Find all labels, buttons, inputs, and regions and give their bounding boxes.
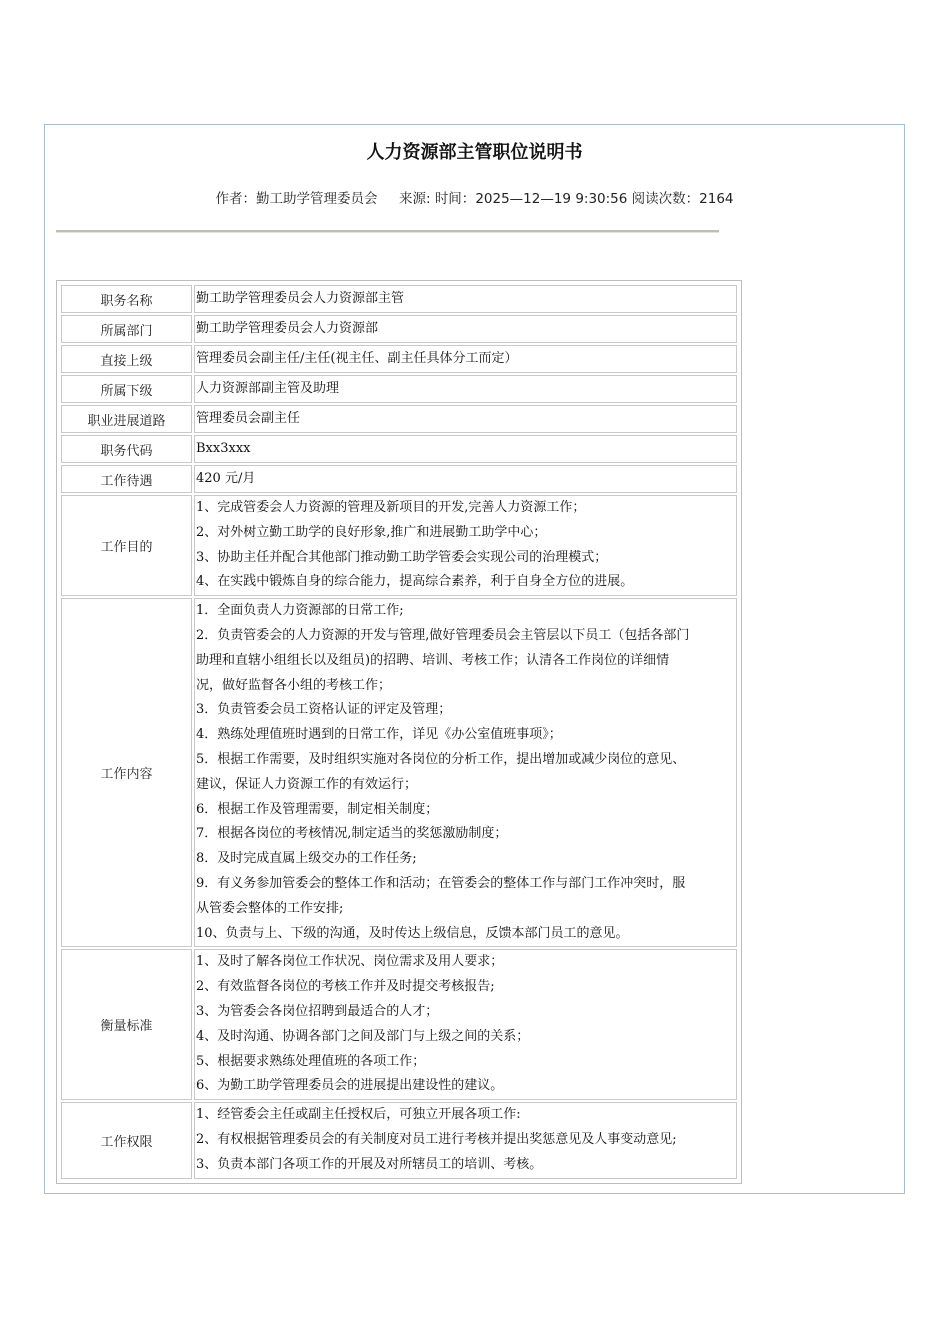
- row-value: [194, 345, 737, 373]
- value-line: 3、协助主任并配合其他部门推动勤工助学管委会实现公司的治理模式；: [196, 549, 608, 565]
- value-line: 8．及时完成直属上级交办的工作任务;: [196, 851, 417, 867]
- table-row: [61, 435, 737, 463]
- value-line: 从管委会整体的工作安排;: [196, 900, 344, 916]
- table-row: [61, 1102, 737, 1178]
- value-line: 7．根据各岗位的考核情况,制定适当的奖惩激励制度；: [196, 826, 508, 842]
- reads-count: 2164: [699, 191, 734, 207]
- value-line: 420 元/月: [196, 470, 256, 486]
- row-label: 所属部门: [61, 315, 192, 343]
- value-line: 1．全面负责人力资源部的日常工作;: [196, 603, 404, 619]
- time-label: 时间：: [434, 191, 476, 207]
- article-meta: [44, 187, 905, 207]
- table-row: [61, 949, 737, 1100]
- value-line: 助理和直辖小组组长以及组员)的招聘、培训、考核工作；认清各工作岗位的详细情: [196, 652, 670, 668]
- table-row: [61, 598, 737, 947]
- value-line: 2、有权根据管理委员会的有关制度对员工进行考核并提出奖惩意见及人事变动意见;: [196, 1131, 677, 1147]
- row-value: [194, 1102, 737, 1178]
- table-row: [61, 345, 737, 373]
- title-divider: [56, 230, 719, 233]
- value-line: 5．根据工作需要，及时组织实施对各岗位的分析工作，提出增加或减少岗位的意见、: [196, 751, 686, 767]
- value-line: 勤工助学管理委员会人力资源部: [196, 320, 379, 336]
- row-value: [194, 495, 737, 596]
- reads-label: 阅读次数：: [631, 191, 700, 207]
- row-value: [194, 598, 737, 947]
- value-line: 3．负责管委会员工资格认证的评定及管理；: [196, 702, 452, 718]
- row-label: 衡量标准: [61, 949, 192, 1100]
- time-value: 2025—12—19 9:30:56: [475, 191, 628, 207]
- table-row: [61, 405, 737, 433]
- row-value: [194, 285, 737, 313]
- row-label: 工作待遇: [61, 465, 192, 493]
- row-label: 职务代码: [61, 435, 192, 463]
- table-row: [61, 315, 737, 343]
- value-line: 5、根据要求熟练处理值班的各项工作；: [196, 1053, 426, 1069]
- row-value: [194, 315, 737, 343]
- value-line: 况，做好监督各小组的考核工作；: [196, 677, 392, 693]
- value-line: 9．有义务参加管委会的整体工作和活动；在管委会的整体工作与部门工作冲突时，服: [196, 875, 686, 891]
- value-line: 管理委员会副主任/主任(视主任、副主任具体分工而定）: [196, 350, 518, 366]
- job-description-table: [56, 280, 742, 1184]
- value-line: 2、对外树立勤工助学的良好形象,推广和进展勤工助学中心；: [196, 524, 547, 540]
- value-line: 建议，保证人力资源工作的有效运行；: [196, 776, 418, 792]
- value-line: 3、为管委会各岗位招聘到最适合的人才；: [196, 1003, 439, 1019]
- author-label: 作者：: [215, 191, 256, 207]
- row-value: [194, 949, 737, 1100]
- table-row: [61, 465, 737, 493]
- value-line: 1、完成管委会人力资源的管理及新项目的开发,完善人力资源工作；: [196, 500, 586, 515]
- value-line: 1、经管委会主任或副主任授权后，可独立开展各项工作:: [196, 1107, 521, 1123]
- row-label: 职业进展道路: [61, 405, 192, 433]
- row-label: 所属下级: [61, 375, 192, 403]
- value-line: 人力资源部副主管及助理: [196, 380, 340, 396]
- value-line: 1、及时了解各岗位工作状况、岗位需求及用人要求；: [196, 954, 504, 970]
- row-label: 工作目的: [61, 495, 192, 596]
- page-title: 人力资源部主管职位说明书: [366, 142, 583, 163]
- value-line: 勤工助学管理委员会人力资源部主管: [196, 290, 405, 306]
- row-value: [194, 435, 737, 463]
- row-value: [194, 465, 737, 493]
- table-row: [61, 285, 737, 313]
- value-line: 4．熟练处理值班时遇到的日常工作，详见《办公室值班事项》；: [196, 727, 562, 743]
- value-line: 管理委员会副主任: [196, 410, 301, 426]
- value-line: 6、为勤工助学管理委员会的进展提出建设性的建议。: [196, 1078, 504, 1094]
- value-line: 6．根据工作及管理需要，制定相关制度；: [196, 801, 439, 817]
- row-value: [194, 375, 737, 403]
- value-line: 2、有效监督各岗位的考核工作并及时提交考核报告;: [196, 979, 495, 995]
- row-label: 直接上级: [61, 345, 192, 373]
- row-label: 工作权限: [61, 1102, 192, 1178]
- source-label: 来源:: [398, 191, 431, 207]
- value-line: 10、负责与上、下级的沟通，及时传达上级信息，反馈本部门员工的意见。: [196, 925, 629, 941]
- row-label: 职务名称: [61, 285, 192, 313]
- author: 勤工助学管理委员会: [255, 191, 378, 207]
- value-line: 4、在实践中锻炼自身的综合能力，提高综合素养，利于自身全方位的进展。: [196, 574, 634, 590]
- value-line: Bxx3xxx: [196, 440, 251, 456]
- table-row: [61, 495, 737, 596]
- table-row: [61, 375, 737, 403]
- value-line: 4、及时沟通、协调各部门之间及部门与上级之间的关系；: [196, 1028, 530, 1044]
- value-line: 2．负责管委会的人力资源的开发与管理,做好管理委员会主管层以下员工（包括各部门: [196, 627, 690, 643]
- row-value: [194, 405, 737, 433]
- value-line: 3、负责本部门各项工作的开展及对所辖员工的培训、考核。: [196, 1156, 543, 1172]
- row-label: 工作内容: [61, 598, 192, 947]
